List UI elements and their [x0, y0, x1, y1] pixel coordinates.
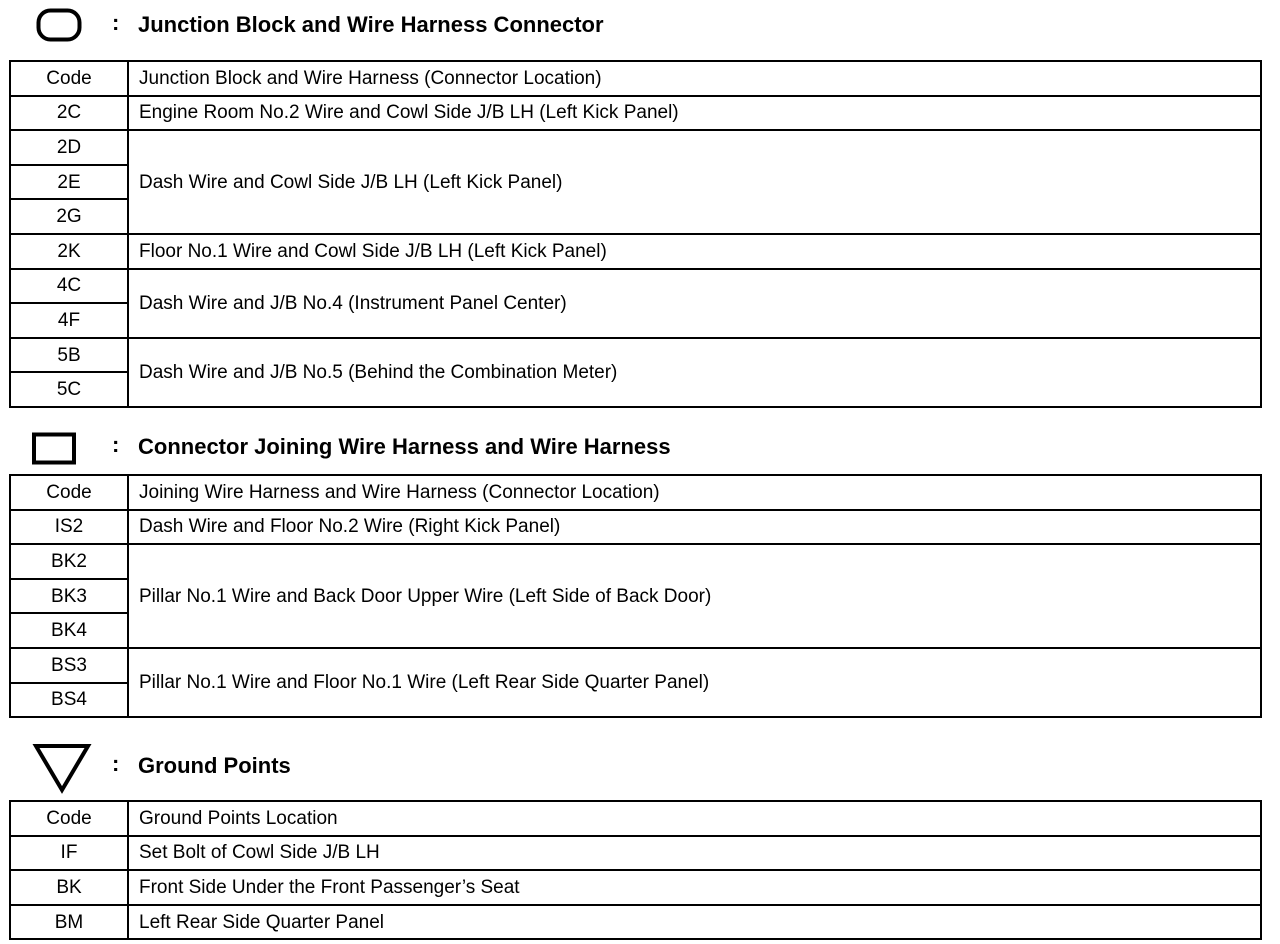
- description-cell: Dash Wire and Floor No.2 Wire (Right Kick Panel): [128, 510, 1261, 545]
- section-2-colon: :: [112, 432, 120, 457]
- code-cell: BM: [10, 905, 128, 940]
- code-cell: 4C: [10, 269, 128, 304]
- rectangle-icon: [30, 431, 78, 465]
- header-code: Code: [10, 61, 128, 96]
- code-cell: 4F: [10, 303, 128, 338]
- table-row: [10, 96, 1261, 131]
- triangle-down-icon: [32, 742, 92, 794]
- code-cell: BK3: [10, 579, 128, 614]
- code-cell: 2D: [10, 130, 128, 165]
- code-cell: BK4: [10, 613, 128, 648]
- description-cell: Left Rear Side Quarter Panel: [128, 905, 1261, 940]
- table-row: [10, 338, 1261, 373]
- section-1-colon: :: [112, 10, 120, 35]
- section-3-heading: [0, 738, 1280, 778]
- code-cell: 2C: [10, 96, 128, 131]
- code-cell: 2K: [10, 234, 128, 269]
- junction-block-table: [9, 60, 1262, 408]
- code-cell: BS4: [10, 683, 128, 718]
- code-cell: BS3: [10, 648, 128, 683]
- code-cell: BK: [10, 870, 128, 905]
- description-cell: Dash Wire and J/B No.4 (Instrument Panel Center): [128, 269, 1261, 338]
- table-row: [10, 234, 1261, 269]
- section-2-heading: [0, 426, 1280, 466]
- table-row: [10, 905, 1261, 940]
- code-cell: 2E: [10, 165, 128, 200]
- code-cell: IF: [10, 836, 128, 871]
- header-code: Code: [10, 475, 128, 510]
- table-header-row: [10, 801, 1261, 836]
- header-code: Code: [10, 801, 128, 836]
- table-row: [10, 870, 1261, 905]
- description-cell: Dash Wire and Cowl Side J/B LH (Left Kick Panel): [128, 130, 1261, 234]
- table-row: [10, 836, 1261, 871]
- table-row: [10, 544, 1261, 579]
- rounded-rectangle-icon: [36, 8, 82, 42]
- ground-points-table: [9, 800, 1262, 940]
- description-cell: Set Bolt of Cowl Side J/B LH: [128, 836, 1261, 871]
- description-cell: Floor No.1 Wire and Cowl Side J/B LH (Left Kick Panel): [128, 234, 1261, 269]
- section-1-heading: [0, 4, 1280, 44]
- description-cell: Pillar No.1 Wire and Back Door Upper Wire (Left Side of Back Door): [128, 544, 1261, 648]
- section-2-title: Connector Joining Wire Harness and Wire Harness: [138, 434, 671, 459]
- table-row: [10, 130, 1261, 165]
- description-cell: Engine Room No.2 Wire and Cowl Side J/B LH (Left Kick Panel): [128, 96, 1261, 131]
- code-cell: IS2: [10, 510, 128, 545]
- header-description: Joining Wire Harness and Wire Harness (Connector Location): [128, 475, 1261, 510]
- section-1-title: Junction Block and Wire Harness Connector: [138, 12, 604, 37]
- table-row: [10, 510, 1261, 545]
- table-row: [10, 269, 1261, 304]
- table-header-row: [10, 475, 1261, 510]
- code-cell: BK2: [10, 544, 128, 579]
- description-cell: Pillar No.1 Wire and Floor No.1 Wire (Left Rear Side Quarter Panel): [128, 648, 1261, 717]
- header-description: Ground Points Location: [128, 801, 1261, 836]
- connector-joining-table: [9, 474, 1262, 718]
- code-cell: 5C: [10, 372, 128, 407]
- code-cell: 5B: [10, 338, 128, 373]
- header-description: Junction Block and Wire Harness (Connector Location): [128, 61, 1261, 96]
- table-header-row: [10, 61, 1261, 96]
- section-3-title: Ground Points: [138, 753, 291, 778]
- section-3-colon: :: [112, 751, 120, 776]
- code-cell: 2G: [10, 199, 128, 234]
- description-cell: Dash Wire and J/B No.5 (Behind the Combination Meter): [128, 338, 1261, 407]
- description-cell: Front Side Under the Front Passenger’s Seat: [128, 870, 1261, 905]
- table-row: [10, 648, 1261, 683]
